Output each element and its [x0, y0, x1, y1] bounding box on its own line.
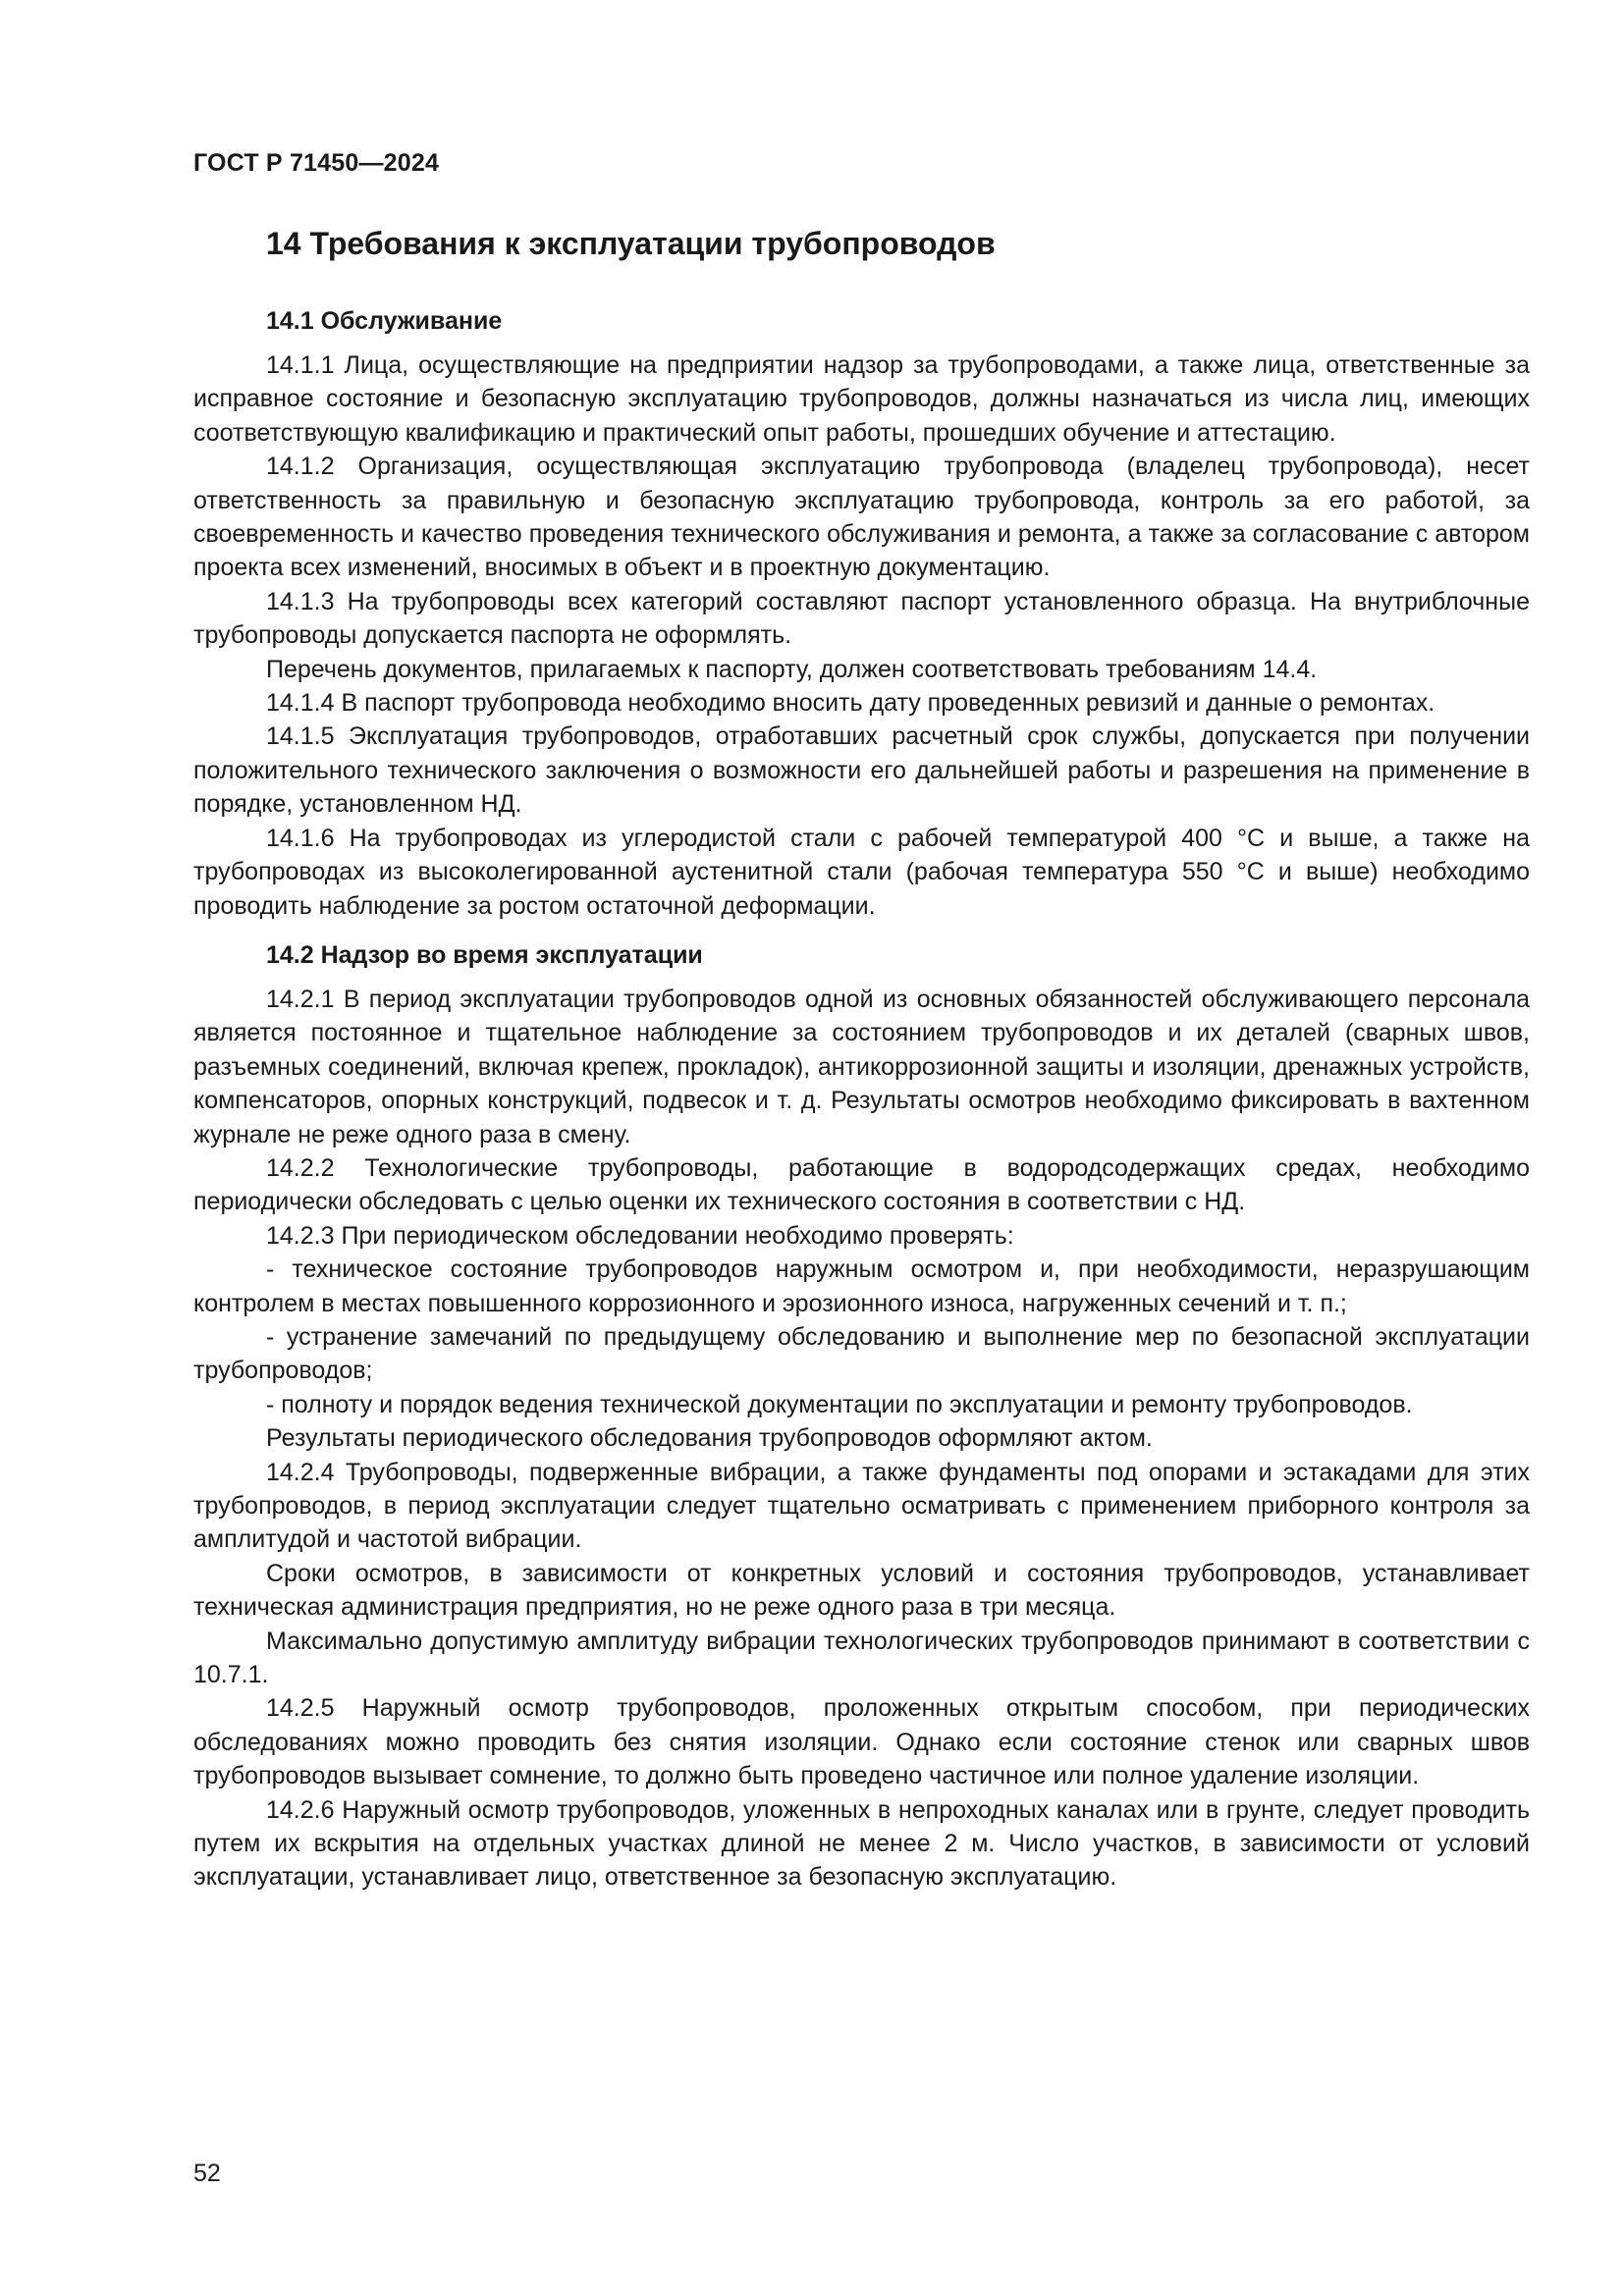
paragraph-14-2-5: 14.2.5 Наружный осмотр трубопроводов, проложенных открытым способом, при периодических обследованиях можно проводить без снятия изоляции. Однако если состояние стенок или сварных швов трубопроводов вызывает сомнение, то должно быть проведено частичное или полное удаление изоляции. [193, 1694, 1530, 1790]
paragraph-14-1-3-documents: Перечень документов, прилагаемых к паспорту, должен соответствовать требованиям 14.4. [266, 655, 1318, 683]
paragraph-14-2-2: 14.2.2 Технологические трубопроводы, работающие в водородсодержащих средах, необходимо периодически обследовать с целью оценки их технического состояния в соответствии с НД. [193, 1153, 1530, 1216]
page-number: 52 [193, 2160, 221, 2187]
list-item-remarks: - устранение замечаний по предыдущему обследованию и выполнение мер по безопасной эксплуатации трубопроводов; [193, 1322, 1530, 1385]
section-title: 14 Требования к эксплуатации трубопроводов [266, 226, 996, 261]
paragraph-14-2-4-amplitude: Максимально допустимую амплитуду вибрации технологических трубопроводов принимают в соответствии с 10.7.1. [193, 1627, 1530, 1689]
paragraph-14-2-3-act: Результаты периодического обследования трубопроводов оформляют актом. [266, 1424, 1153, 1453]
paragraph-14-1-6: 14.1.6 На трубопроводах из углеродистой стали с рабочей температурой 400 °С и выше, а также на трубопроводах из высоколегированной аустенитной стали (рабочая температура 550 °С и выше) необходимо проводить наблюдение за ростом остаточной деформации. [193, 824, 1530, 920]
paragraph-14-2-3: 14.2.3 При периодическом обследовании необходимо проверять: [266, 1221, 1014, 1250]
paragraph-14-1-1: 14.1.1 Лица, осуществляющие на предприятии надзор за трубопроводами, а также лица, ответственные за исправное состояние и безопасную эксплуатацию трубопроводов, должны назначаться из числа лиц, имеющих соответствующую квалификацию и практический опыт работы, прошедших обучение и аттестацию. [193, 351, 1530, 447]
paragraph-14-1-2: 14.1.2 Организация, осуществляющая эксплуатацию трубопровода (владелец трубопровода), несет ответственность за правильную и безопасную эксплуатацию трубопровода, контроль за его работой, за своевременность и качество проведения технического обслуживания и ремонта, а также за согласование с автором проекта всех изменений, вносимых в объект и в проектную документацию. [193, 453, 1530, 582]
subsection-title-supervision: 14.2 Надзор во время эксплуатации [266, 940, 703, 969]
document-code-header: ГОСТ Р 71450—2024 [193, 149, 440, 177]
subsection-title-maintenance: 14.1 Обслуживание [266, 307, 503, 335]
list-item-technical-state: - техническое состояние трубопроводов наружным осмотром и, при необходимости, неразрушающим контролем в местах повышенного коррозионного и эрозионного износа, нагруженных сечений и т. п.; [193, 1255, 1530, 1317]
paragraph-14-2-1: 14.2.1 В период эксплуатации трубопроводов одной из основных обязанностей обслуживающего персонала является постоянное и тщательное наблюдение за состоянием трубопроводов и их деталей (сварных швов, разъемных соединений, включая крепеж, прокладок), антикоррозионной защиты и изоляции, дренажных устройств, компенсаторов, опорных конструкций, подвесок и т. д. Результаты осмотров необходимо фиксировать в вахтенном журнале не реже одного раза в смену. [193, 985, 1530, 1148]
paragraph-14-1-4: 14.1.4 В паспорт трубопровода необходимо вносить дату проведенных ревизий и данные о ремонтах. [266, 689, 1435, 718]
paragraph-14-2-4-inspection-terms: Сроки осмотров, в зависимости от конкретных условий и состояния трубопроводов, устанавливает техническая администрация предприятия, но не реже одного раза в три месяца. [193, 1559, 1530, 1622]
page-content [193, 224, 1530, 1895]
paragraph-14-1-3: 14.1.3 На трубопроводы всех категорий составляют паспорт установленного образца. На внутриблочные трубопроводы допускается паспорта не оформлять. [193, 587, 1530, 650]
list-item-documentation: - полноту и порядок ведения технической документации по эксплуатации и ремонту трубопроводов. [266, 1390, 1413, 1418]
paragraph-14-2-6: 14.2.6 Наружный осмотр трубопроводов, уложенных в непроходных каналах или в грунте, следует проводить путем их вскрытия на отдельных участках длиной не менее 2 м. Число участков, в зависимости от условий эксплуатации, устанавливает лицо, ответственное за безопасную эксплуатацию. [193, 1795, 1530, 1892]
paragraph-14-2-4: 14.2.4 Трубопроводы, подверженные вибрации, а также фундаменты под опорами и эстакадами для этих трубопроводов, в период эксплуатации следует тщательно осматривать с применением приборного контроля за амплитудой и частотой вибрации. [193, 1458, 1530, 1554]
paragraph-14-1-5: 14.1.5 Эксплуатация трубопроводов, отработавших расчетный срок службы, допускается при получении положительного технического заключения о возможности его дальнейшей работы и разрешения на применение в порядке, установленном НД. [193, 722, 1530, 819]
